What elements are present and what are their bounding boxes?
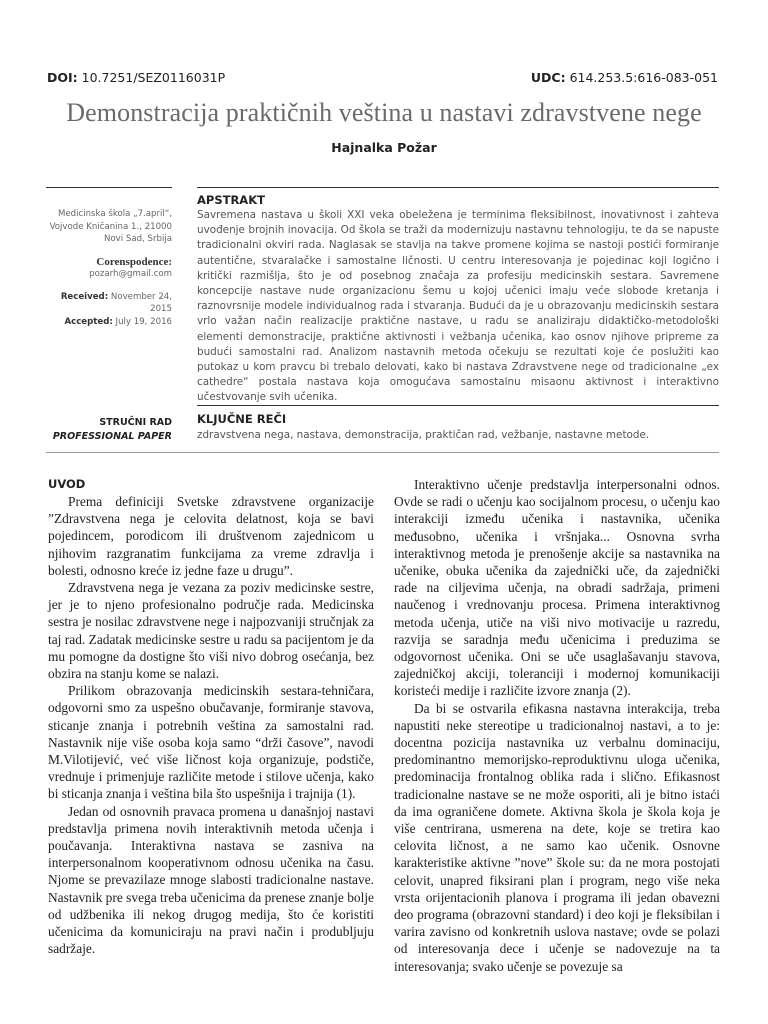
section-divider: [46, 452, 719, 453]
abstract-heading: APSTRAKT: [197, 193, 265, 207]
body-column-left: [48, 476, 374, 957]
paper-type-en: PROFESSIONAL PAPER: [52, 431, 172, 442]
keywords-section: [197, 405, 719, 441]
body-paragraph: Interaktivno učenje predstavlja interpersonalni odnos. Ovde se radi o učenju kao socijalnom procesu, o učenju kao interakciji između učenika i nastavnika, učenika međusobno, učenika i vršnjaka... Osnovna svrha interaktivnog metoda je prenošenje akcije sa nastavnika na učenike, obuka učenika da zajednički uče, da zajednički rade na ciljevima učenja, na obradi sadržaja, primeni naučenog i vrednovanju procesa. Primena interaktivnog metoda učenja, utiče na viši nivo motivacije u razredu, razvija se saradnja među učenicima i preduzima se odgovornost učenika. Oni se uče usaglašavanju stavova, zajedničkoj akciji, toleranciji i modernoj komunikaciji koristeći medije i različite izvore znanja (2).: [394, 477, 720, 699]
received-label: Received:: [60, 291, 109, 302]
affiliation-line: Novi Sad, Srbija: [103, 234, 172, 244]
udc: [531, 70, 718, 85]
body-paragraph: Zdravstvena nega je vezana za poziv medicinske sestre, jer je to njeno profesionalno područje rada. Medicinska sestra je nosilac zdravstvene nege i najpozvaniji stručnjak za taj rad. Zadatak medicinske sestre u radu sa pacijentom je da mu pomogne da dostigne što viši nivo dobrog osećanja, bez obzira na stanju kome se nalazi.: [48, 580, 374, 682]
received-date: [46, 291, 172, 316]
body-column-right: [394, 476, 720, 975]
abstract-text: Savremena nastava u školi XXI veka obeležena je terminima fleksibilnost, inovativnost i zahteva uvođenje brojnih inovacija. Od škola se traži da modernizuju nastavnu tehnologiju, te da se napuste tradicionalni okviri rada. Naglasak se stavlja na takve promene kojima se nastoji postići formiranje autentične, stvaralačke i samostalne ličnosti. U centru interesovanja je pojedinac koji logično i kritički razmišlja, što je od posebnog značaja za profesiju medicinskih sestara. Savremene koncepcije nastave nude organizacionu šemu u kojoj učenici imaju veće slobode kretanja i raznovrsnije modele individualnog rada i stvaranja. Budući da je u obrazovanju medicinskih sestara vrlo važan način realizacije praktične nastave, u radu se analiziraju didaktičko-metodološki elementi demonstracije, praktične aktivnosti i vežbanja učenika, kao osnov njihove pripreme za budući samostalni rad. Analizom nastavnih metoda očekuju se rezultati koje će poslužiti kao putokaz u kom pravcu bi trebalo delovati, kako bi nastava Zdravstvene nege od tradicionalne „ex cathedre“ postala nastava koja omogućava samostalnu misaonu aktivnost i interaktivno učestvovanje svih učenika.: [197, 209, 719, 404]
paper-type-sr: STRUČNI RAD: [99, 417, 172, 428]
correspondence-label: Corenspodence:: [96, 255, 172, 268]
body-paragraph: Prema definiciji Svetske zdravstvene organizacije ”Zdravstvena nega je celovita delatnost, koja se bavi pojedincem, porodicom ili društvenom zajednicom u njihovim razgranatim funkcijama za vreme zdravlja i bolesti, odnosno kreće iz jedne faze u drugu”.: [48, 494, 374, 578]
udc-value: 614.253.5:616-083-051: [565, 70, 718, 85]
received-value: November 24, 2015: [108, 291, 172, 314]
accepted-value: July 19, 2016: [112, 316, 172, 327]
doi: [47, 70, 225, 85]
paper-title: Demonstracija praktičnih veština u nastavi zdravstvene nege: [66, 98, 702, 127]
body-paragraph: Jedan od osnovnih pravaca promena u današnjoj nastavi predstavlja primena novih interaktivnih metoda učenja i poučavanja. Interaktivna nastava se zasniva na interpersonalnom kooperativnom odnosu učenika na času. Njome se prevazilaze mnoge slabosti tradicionalne nastave. Nastavnik pre svega treba učenicima da prenese znanje bolje od udžbenika ili nekog drugog medija, što će koristiti učenicima da komuniciraju na pravi način i produbljuju sadržaje.: [48, 803, 374, 957]
udc-label: UDC:: [530, 70, 566, 85]
doi-label: DOI:: [47, 70, 78, 85]
sidebar-meta: [46, 187, 172, 328]
correspondence-email: pozarh@gmail.com: [89, 269, 172, 279]
abstract-section: [197, 187, 719, 406]
accepted-label: Accepted:: [64, 316, 113, 327]
accepted-date: [46, 316, 172, 329]
affiliation-line: Vojvode Kničanina 1., 21000: [49, 221, 172, 232]
section-heading: UVOD: [48, 477, 86, 491]
body-paragraph: Da bi se ostvarila efikasna nastavna interakcija, treba napustiti neke stereotipe u tradicionalnoj nastavi, a to je: docentna pozicija nastavnika uz verbalnu dominaciju, predominantno memorijsko-reproduktivnu uloga učenika, predominacija frontalnog oblika rada i slično. Efikasnost tradicionalne nastave se ne može osporiti, ali je bitno istaći da ima ograničene domete. Aktivna škola je škola koja je više centrirana, usmerena na dete, koje se tretira kao celovita ličnost, a ne samo kao učenik. Osnovne karakteristike aktivne ”nove” škole su: da ne mora postojati celovit, unapred fiksirani plan i program, nego više neka vrsta orijentacionih planova i programa ili jedan obavezni deo programa (obrazovni standard) i deo koji je fleksibilan i varira zavisno od konkretnih uslova nastave; ovde se polazi od interesovanja dece i učenje se nadovezuje na ta interesovanja; svako učenje se povezuje sa: [394, 700, 720, 974]
doi-value: 10.7251/SEZ0116031P: [77, 70, 226, 85]
author: Hajnalka Požar: [331, 140, 437, 155]
keywords-heading: KLJUČNE REČI: [197, 412, 287, 426]
keywords-text: zdravstvena nega, nastava, demonstracija, praktičan rad, vežbanje, nastavne metode.: [197, 429, 650, 441]
affiliation-line: Medicinska škola „7.april“,: [57, 209, 172, 219]
paper-type: [46, 416, 172, 444]
body-paragraph: Prilikom obrazovanja medicinskih sestara-tehničara, odgovorni smo za uspešno obučavanje, formiranje stavova, sticanje znanja i potrebnih veština za samostalni rad. Nastavnik nije više osoba koja samo “drži časove”, navodi M.Vilotijević, već više ličnost koja organizuje, podstiče, vrednuje i primenjuje različite metode i stilove učenja, kako bi sticanja znanja i veština bila što uspešnija i trajnija (1).: [48, 683, 374, 802]
